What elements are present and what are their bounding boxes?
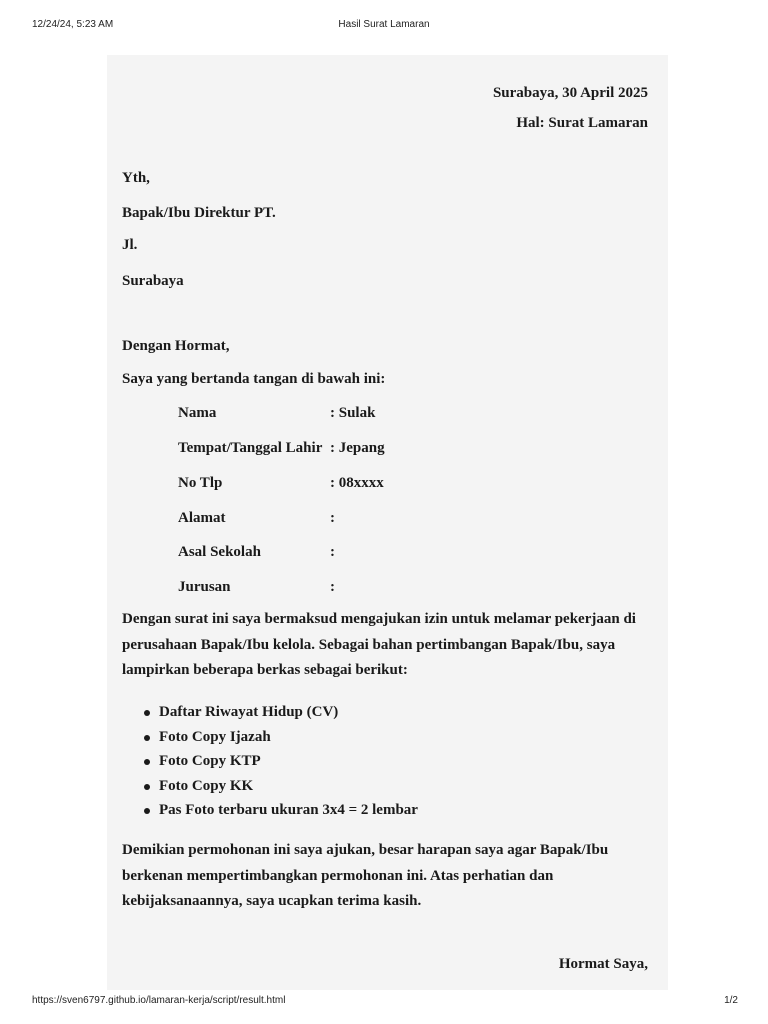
print-header: [0, 19, 768, 33]
print-url: https://sven6797.github.io/lamaran-kerja/script/result.html: [32, 995, 286, 1006]
list-item: [122, 749, 418, 774]
print-datetime: 12/24/24, 5:23 AM: [32, 19, 114, 30]
bullet-icon: [144, 735, 150, 741]
attachment-text: Daftar Riwayat Hidup (CV): [159, 704, 339, 720]
list-item: [122, 798, 418, 823]
list-item: [122, 774, 418, 799]
detail-value: : Sulak: [330, 405, 376, 421]
recipient-line: Yth,: [122, 170, 150, 186]
attachment-text: Foto Copy KK: [159, 777, 254, 794]
detail-value: :: [330, 544, 335, 560]
detail-label: No Tlp: [178, 475, 223, 491]
letter-signoff: Hormat Saya,: [558, 956, 648, 972]
detail-value: : 08xxxx: [330, 475, 384, 491]
bullet-icon: [144, 808, 150, 814]
letter-intro: Saya yang bertanda tangan di bawah ini:: [122, 371, 386, 387]
detail-value: : Jepang: [330, 440, 385, 456]
print-page-title: Hasil Surat Lamaran: [338, 19, 430, 30]
list-item: [122, 725, 418, 750]
attachment-text: Foto Copy Ijazah: [159, 728, 271, 745]
detail-value: :: [330, 579, 335, 595]
recipient-line: Jl.: [122, 237, 138, 253]
bullet-icon: [144, 784, 150, 790]
body-paragraph: Dengan surat ini saya bermaksud mengajukan izin untuk melamar pekerjaan di perusahaan Bapak/Ibu kelola. Sebagai bahan pertimbangan Bapak/Ibu, saya lampirkan beberapa berkas sebagai berikut:: [122, 611, 636, 678]
attachment-text: Foto Copy KTP: [159, 753, 261, 769]
detail-label: Asal Sekolah: [178, 544, 261, 560]
closing-paragraph: Demikian permohonan ini saya ajukan, besar harapan saya agar Bapak/Ibu berkenan mempertimbangkan permohonan ini. Atas perhatian dan kebijaksanaannya, saya ucapkan terima kasih.: [122, 842, 609, 909]
recipient-line: Surabaya: [122, 273, 184, 289]
detail-label: Alamat: [178, 510, 226, 526]
letter-subject: Hal: Surat Lamaran: [516, 115, 648, 131]
bullet-icon: [144, 710, 150, 716]
detail-label: Jurusan: [178, 579, 231, 595]
attachment-text: Pas Foto terbaru ukuran 3x4 = 2 lembar: [159, 802, 418, 818]
detail-label: Nama: [178, 405, 217, 421]
bullet-icon: [144, 759, 150, 765]
letter-greeting: Dengan Hormat,: [122, 338, 230, 354]
list-item: [122, 700, 418, 725]
print-footer: [0, 995, 768, 1009]
letter-place-date: Surabaya, 30 April 2025: [492, 85, 648, 101]
print-page-number: 1/2: [724, 995, 738, 1006]
recipient-line: Bapak/Ibu Direktur PT.: [122, 205, 276, 221]
detail-value: :: [330, 510, 335, 526]
attachment-list: [122, 700, 418, 823]
detail-label: Tempat/Tanggal Lahir: [178, 440, 323, 456]
